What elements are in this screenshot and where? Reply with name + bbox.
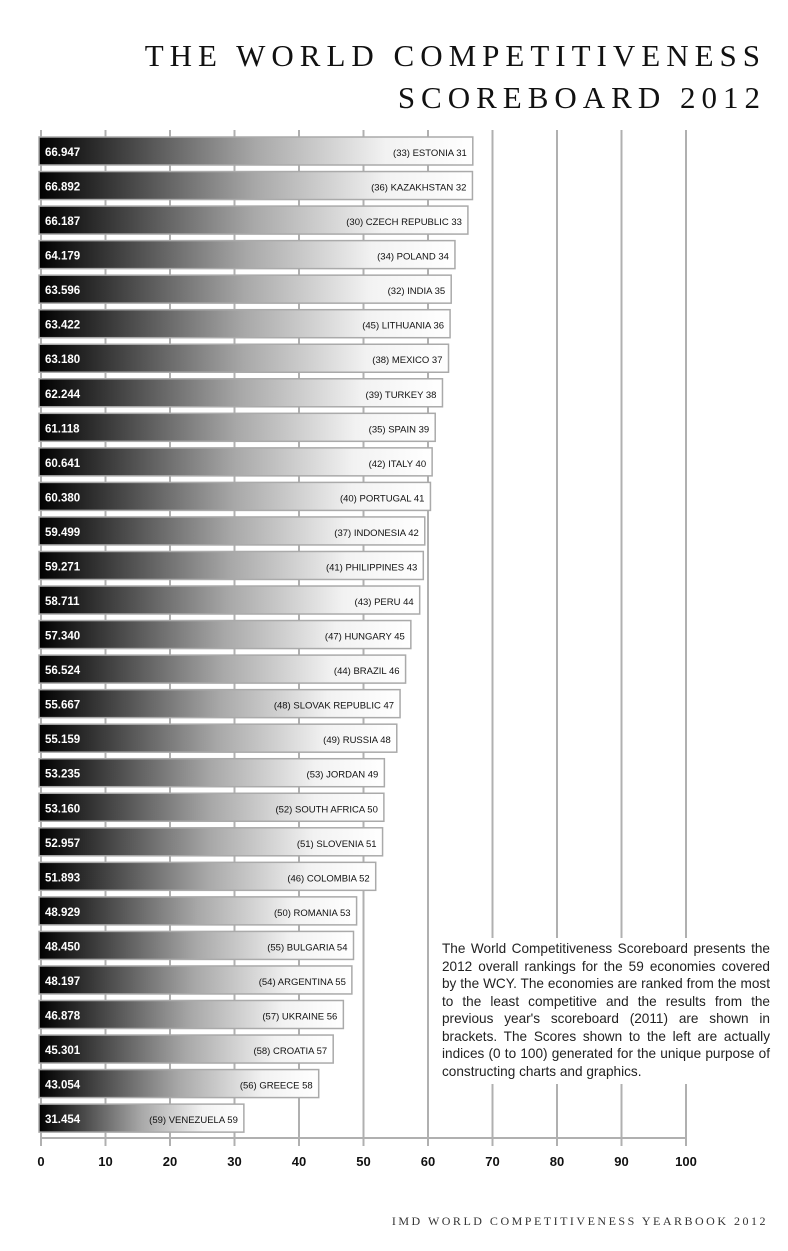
footer-text: IMD WORLD COMPETITIVENESS YEARBOOK 2012 (391, 1214, 768, 1228)
chart-annotation: The World Competitiveness Scoreboard presents the 2012 overall rankings for the 59 economies covered by the WCY. The economies are ranked from the most to the least competitive and the results from the previous year's scoreboard (2011) are shown in brackets. The Scores shown to the left are actually indices (0 to 100) generated for the unique purpose of constructing charts and graphics. (440, 938, 770, 1084)
bar-score-label: 55.159 (45, 734, 81, 747)
x-tick-label: 70 (485, 1154, 500, 1169)
bar-country-label: (54) ARGENTINA 55 (258, 976, 346, 988)
bar-country-label: (45) LITHUANIA 36 (362, 320, 445, 332)
bar-score-label: 63.422 (45, 319, 81, 332)
bar-country-label: (46) COLOMBIA 52 (287, 873, 370, 885)
bar-score-label: 57.340 (45, 630, 81, 643)
bar-score-label: 64.179 (45, 250, 81, 263)
bar-score-label: 46.878 (45, 1010, 81, 1023)
chart-title: THE WORLD COMPETITIVENESS (144, 38, 766, 73)
bar-country-label: (40) PORTUGAL 41 (339, 493, 425, 505)
bar-country-label: (30) CZECH REPUBLIC 33 (346, 217, 462, 229)
x-tick-label: 20 (162, 1154, 178, 1169)
bar-country-label: (58) CROATIA 57 (253, 1046, 328, 1058)
bar-score-label: 61.118 (45, 423, 80, 436)
bar-country-label: (43) PERU 44 (354, 597, 414, 609)
bar-score-label: 48.450 (45, 941, 81, 954)
x-tick-label: 0 (37, 1154, 45, 1169)
bar-score-label: 63.180 (45, 354, 81, 367)
x-tick-label: 10 (98, 1154, 113, 1169)
bar-country-label: (33) ESTONIA 31 (393, 148, 467, 159)
bar-country-label: (57) UKRAINE 56 (262, 1011, 338, 1023)
bar-score-label: 48.929 (45, 906, 81, 919)
bar-country-label: (37) INDONESIA 42 (334, 527, 419, 539)
bar-score-label: 53.235 (45, 768, 81, 781)
bar-country-label: (48) SLOVAK REPUBLIC 47 (273, 700, 395, 712)
bar-score-label: 62.244 (45, 388, 81, 401)
bar-country-label: (56) GREECE 58 (239, 1080, 313, 1092)
bar-score-label: 31.454 (45, 1114, 81, 1127)
bar-score-label: 59.271 (45, 561, 81, 574)
bar-score-label: 59.499 (45, 526, 81, 539)
bar-score-label: 66.892 (45, 181, 81, 194)
bar-country-label: (35) SPAIN 39 (368, 424, 430, 436)
bar-country-label: (39) TURKEY 38 (365, 389, 437, 401)
bar-score-label: 66.187 (45, 216, 81, 229)
bar-country-label: (47) HUNGARY 45 (324, 631, 405, 643)
bar-country-label: (42) ITALY 40 (368, 458, 427, 470)
bar-score-label: 45.301 (45, 1045, 81, 1058)
x-tick-label: 60 (420, 1154, 436, 1169)
bar-score-label: 56.524 (45, 665, 81, 678)
bar-country-label: (49) RUSSIA 48 (323, 735, 391, 747)
bar-country-label: (32) INDIA 35 (387, 286, 446, 298)
bar-country-label: (52) SOUTH AFRICA 50 (275, 804, 378, 816)
bar-score-label: 58.711 (45, 596, 80, 609)
chart-subtitle: SCOREBOARD 2012 (397, 80, 766, 115)
bar-score-label: 53.160 (45, 803, 81, 816)
x-tick-label: 80 (549, 1154, 565, 1169)
bar-country-label: (50) ROMANIA 53 (274, 907, 351, 919)
bar-score-label: 66.947 (45, 147, 81, 159)
x-tick-label: 30 (227, 1154, 242, 1169)
bar-country-label: (36) KAZAKHSTAN 32 (371, 182, 467, 194)
x-tick-label: 90 (614, 1154, 629, 1169)
bar-country-label: (41) PHILIPPINES 43 (325, 562, 418, 574)
bar-country-label: (34) POLAND 34 (377, 251, 449, 263)
x-tick-label: 40 (291, 1154, 307, 1169)
bar-score-label: 55.667 (45, 699, 81, 712)
bar-score-label: 60.641 (45, 457, 81, 470)
bar-score-label: 60.380 (45, 492, 81, 505)
x-tick-label: 50 (356, 1154, 371, 1169)
bar-score-label: 52.957 (45, 837, 81, 850)
bar-country-label: (51) SLOVENIA 51 (296, 838, 377, 850)
bar-country-label: (55) BULGARIA 54 (267, 942, 348, 954)
bar-country-label: (38) MEXICO 37 (372, 355, 443, 367)
bar-score-label: 63.596 (45, 285, 81, 298)
bar-country-label: (59) VENEZUELA 59 (149, 1115, 238, 1127)
bar-country-label: (44) BRAZIL 46 (333, 666, 400, 678)
bar-country-label: (53) JORDAN 49 (306, 769, 379, 781)
bar-score-label: 48.197 (45, 975, 81, 988)
x-tick-label: 100 (675, 1154, 697, 1169)
bar-score-label: 43.054 (45, 1079, 81, 1092)
bar-score-label: 51.893 (45, 872, 81, 885)
